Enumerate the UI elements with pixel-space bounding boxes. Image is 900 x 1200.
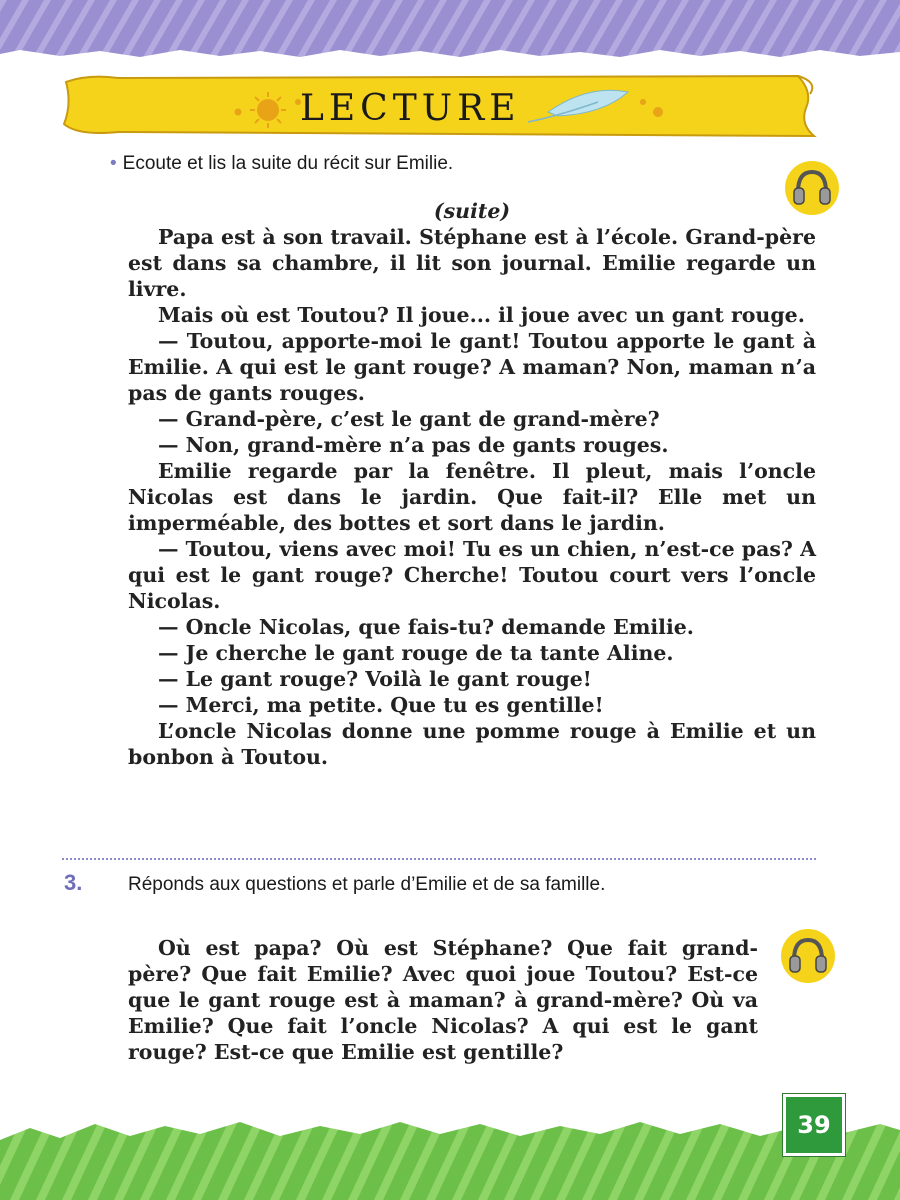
listening-instruction	[110, 153, 453, 175]
story-paragraph: L’oncle Nicolas donne une pomme rouge à Emilie et un bonbon à Toutou.	[128, 719, 816, 769]
story-paragraph: Mais où est Toutou? Il joue... il joue avec un gant rouge.	[158, 303, 805, 327]
story-paragraph: Emilie regarde par la fenêtre. Il pleut, mais l’oncle Nicolas est dans le jardin. Que fait-il? Elle met un imperméable, des bottes et sort dans le jardin.	[128, 459, 816, 535]
top-decorative-band	[0, 0, 900, 62]
section-divider	[62, 858, 816, 860]
story-paragraph: — Toutou, viens avec moi! Tu es un chien, n’est-ce pas? A qui est le gant rouge? Cherche! Toutou court vers l’oncle Nicolas.	[128, 537, 816, 613]
grass-decoration	[0, 1110, 900, 1200]
page-number-badge: 39	[783, 1094, 845, 1156]
story-paragraph: Papa est à son travail. Stéphane est à l’école. Grand-père est dans sa chambre, il lit son journal. Emilie regarde un livre.	[128, 225, 816, 301]
section-title: LECTURE	[300, 88, 521, 129]
exercise-number: 3.	[64, 870, 83, 895]
story-paragraph: — Non, grand-mère n’a pas de gants rouges.	[158, 433, 669, 457]
story-paragraph: — Le gant rouge? Voilà le gant rouge!	[158, 667, 592, 691]
story-paragraph: — Oncle Nicolas, que fais-tu? demande Emilie.	[158, 615, 694, 639]
exercise-instruction: Réponds aux questions et parle d’Emilie et de sa famille.	[128, 874, 606, 895]
story-subtitle: (suite)	[433, 199, 511, 223]
instruction-text: Ecoute et lis la suite du récit sur Emilie.	[122, 153, 454, 174]
reading-text	[128, 198, 816, 770]
exercise-questions: Où est papa? Où est Stéphane? Que fait grand-père? Que fait Emilie? Avec quoi joue Toutou? Est-ce que le gant rouge est à maman? à grand-mère? Où va Emilie? Que fait l’oncle Nicolas? A qui est le gant rouge? Est-ce que Emilie est gentille?	[128, 936, 758, 1064]
bullet: •	[110, 153, 117, 174]
story-paragraph: — Toutou, apporte-moi le gant! Toutou apporte le gant à Emilie. A qui est le gant rouge? A maman? Non, maman n’a pas de gants rouges.	[128, 329, 816, 405]
headphones-icon[interactable]	[780, 928, 836, 984]
story-paragraph: — Merci, ma petite. Que tu es gentille!	[158, 693, 604, 717]
story-paragraph: — Grand-père, c’est le gant de grand-mère?	[158, 407, 660, 431]
story-paragraph: — Je cherche le gant rouge de ta tante Aline.	[158, 641, 674, 665]
